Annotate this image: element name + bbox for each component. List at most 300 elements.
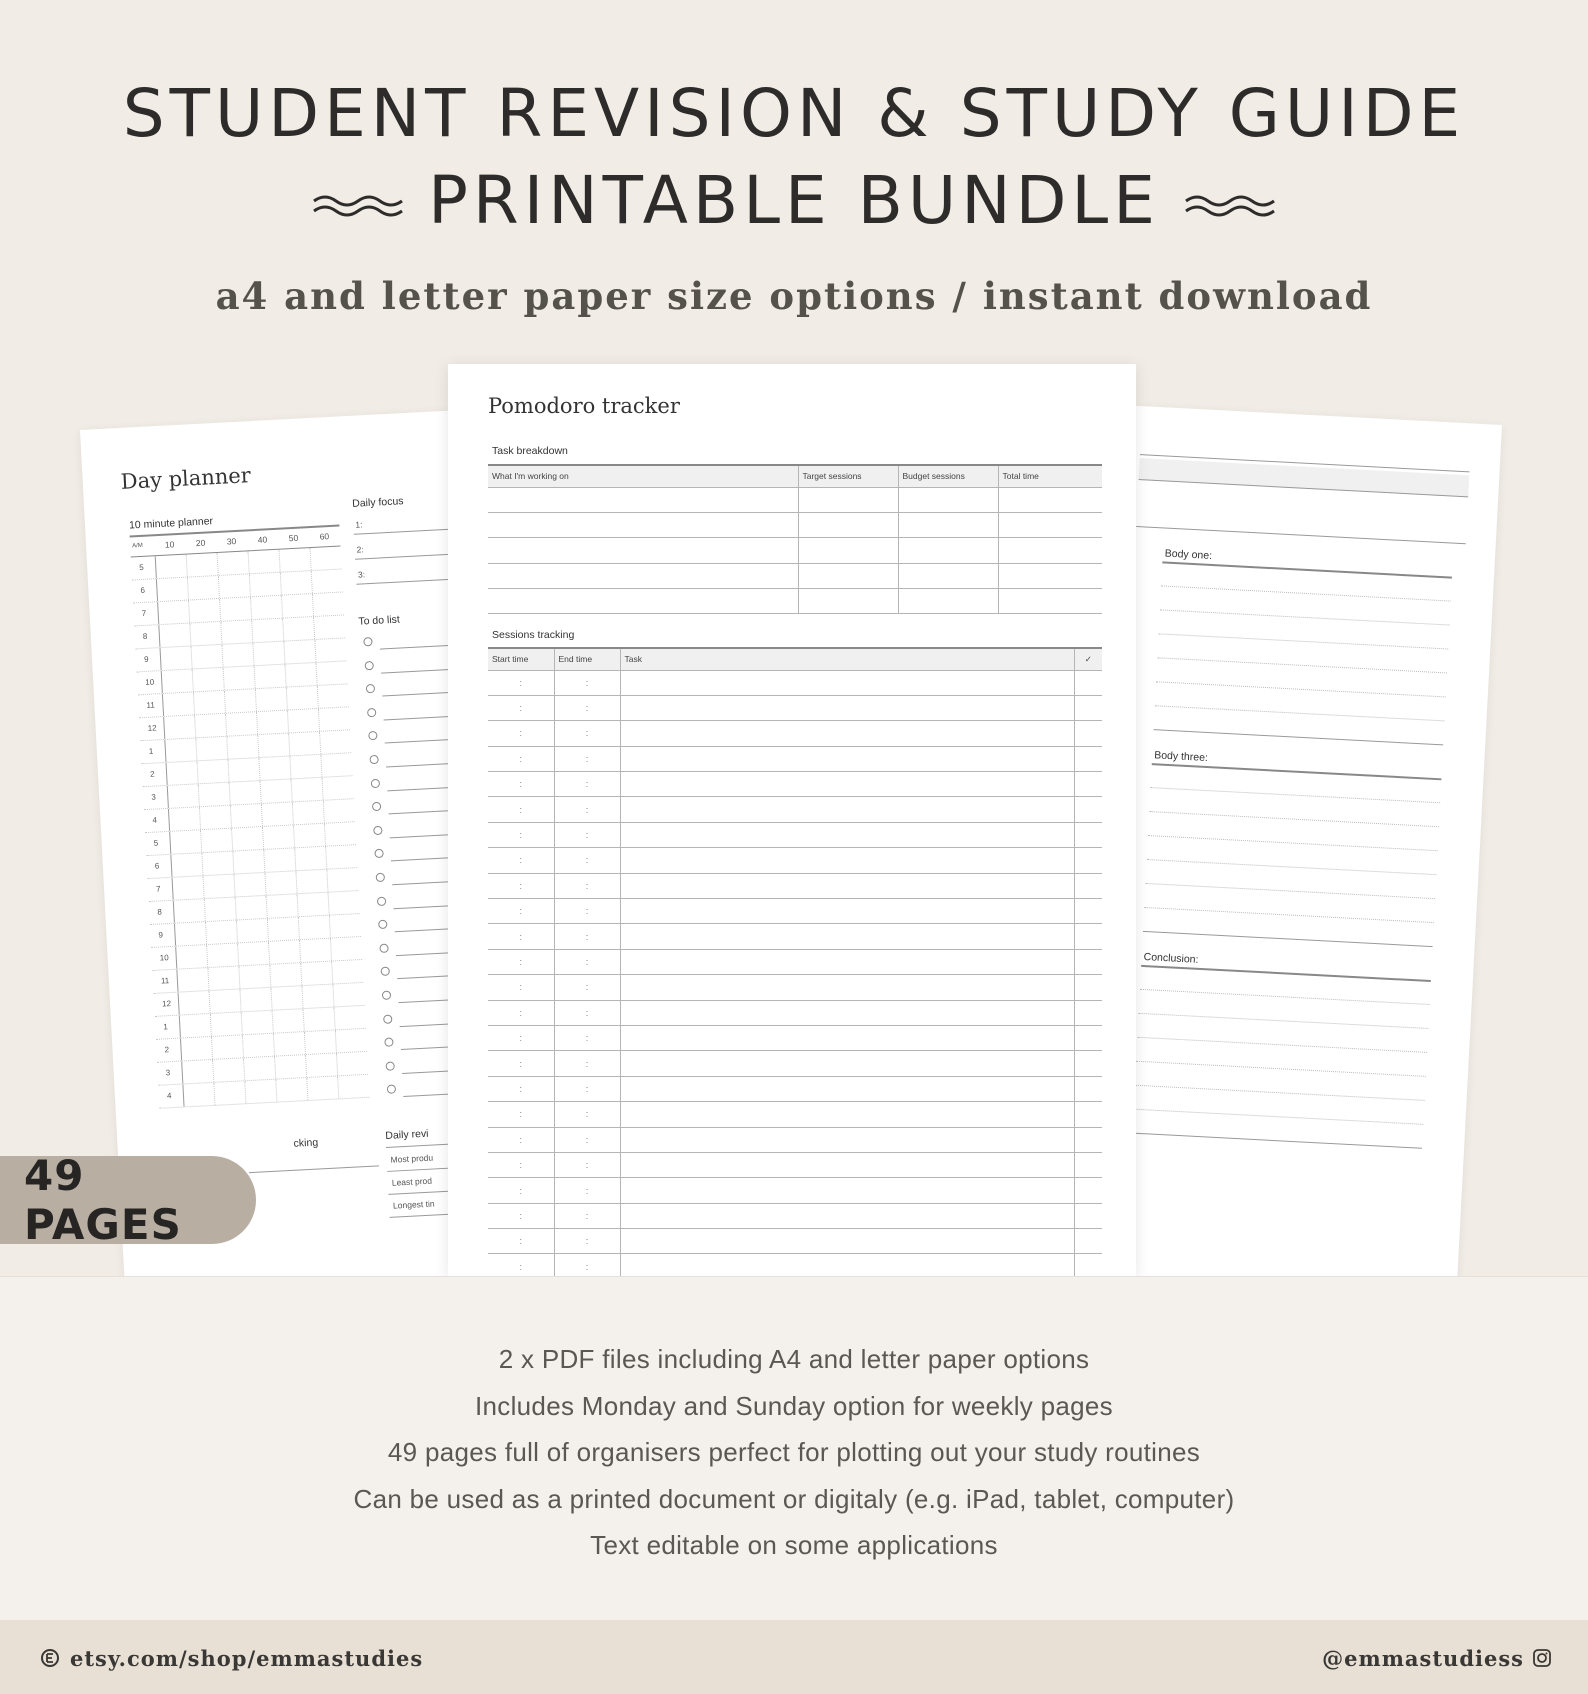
hour-cell: [210, 1012, 242, 1036]
grid-column-header: 50: [288, 532, 299, 544]
writing-line[interactable]: [1156, 681, 1446, 697]
writing-line[interactable]: [1151, 787, 1441, 803]
task-cell[interactable]: [620, 772, 1074, 797]
hour-cell: [193, 691, 225, 715]
hour-cell: [261, 802, 293, 826]
hour-label: 2: [149, 769, 155, 779]
task-table-cell[interactable]: [798, 538, 898, 563]
task-cell[interactable]: [620, 1254, 1074, 1278]
todo-checkbox[interactable]: [381, 967, 390, 976]
todo-checkbox[interactable]: [382, 991, 391, 1000]
task-cell[interactable]: [620, 1178, 1074, 1203]
todo-checkbox[interactable]: [377, 896, 386, 905]
task-table-row: [488, 538, 1102, 563]
task-table-cell[interactable]: [998, 589, 1102, 614]
done-check-cell[interactable]: [1074, 1127, 1102, 1152]
start-time-cell[interactable]: :: [488, 670, 554, 695]
hour-cell: [158, 624, 190, 648]
task-table-cell[interactable]: [998, 563, 1102, 588]
writing-line[interactable]: [1137, 1037, 1427, 1053]
hour-cell: [249, 573, 281, 597]
start-time-cell[interactable]: :: [488, 975, 554, 1000]
hour-cell: [305, 1053, 337, 1077]
todo-checkbox[interactable]: [374, 849, 383, 858]
start-time-cell[interactable]: :: [488, 695, 554, 720]
hour-cell: [220, 620, 252, 644]
writing-line[interactable]: [1159, 633, 1449, 649]
hour-cell: [270, 986, 302, 1010]
hour-cell: [319, 730, 351, 754]
hour-cell: [266, 894, 298, 918]
done-check-cell[interactable]: [1074, 670, 1102, 695]
hour-cell: [313, 615, 345, 639]
task-cell[interactable]: [620, 695, 1074, 720]
task-cell[interactable]: [620, 670, 1074, 695]
hour-cell: [285, 663, 317, 687]
end-time-cell[interactable]: :: [554, 797, 620, 822]
hour-label: 12: [147, 723, 157, 733]
end-time-cell[interactable]: :: [554, 1102, 620, 1127]
task-cell[interactable]: [620, 822, 1074, 847]
hour-cell: [167, 784, 199, 808]
task-cell[interactable]: [620, 1203, 1074, 1228]
start-time-cell[interactable]: :: [488, 1152, 554, 1177]
hour-cell: [241, 1011, 273, 1035]
done-check-cell[interactable]: [1074, 1203, 1102, 1228]
hour-cell: [157, 601, 189, 625]
session-table-row: [488, 1178, 1102, 1203]
end-time-cell[interactable]: :: [554, 873, 620, 898]
hour-cell: [250, 596, 282, 620]
task-cell[interactable]: [620, 797, 1074, 822]
body-three-label: Body three:: [1153, 749, 1209, 765]
done-check-cell[interactable]: [1074, 899, 1102, 924]
session-table-row: [488, 873, 1102, 898]
hour-cell: [332, 983, 364, 1007]
todo-checkbox[interactable]: [364, 661, 373, 670]
task-cell[interactable]: [620, 1102, 1074, 1127]
hour-cell: [164, 738, 196, 762]
done-check-cell[interactable]: [1074, 1102, 1102, 1127]
done-check-cell[interactable]: [1074, 1000, 1102, 1025]
done-check-cell[interactable]: [1074, 873, 1102, 898]
hour-cell: [195, 737, 227, 761]
hour-cell: [244, 1080, 276, 1104]
done-check-cell[interactable]: [1074, 848, 1102, 873]
todo-checkbox[interactable]: [373, 826, 382, 835]
task-cell[interactable]: [620, 1127, 1074, 1152]
task-table-cell[interactable]: [898, 538, 998, 563]
hour-cell: [201, 852, 233, 876]
writing-line[interactable]: [1160, 609, 1450, 625]
review-item-label: Least prod: [391, 1175, 433, 1188]
task-table-cell[interactable]: [898, 512, 998, 537]
grid-column-header: 30: [226, 535, 237, 547]
task-cell[interactable]: [620, 975, 1074, 1000]
sessions-tracking-table: [488, 647, 1102, 1278]
end-time-cell[interactable]: :: [554, 1000, 620, 1025]
task-table-cell[interactable]: [798, 563, 898, 588]
feature-item: Includes Monday and Sunday option for weekly pages: [475, 1391, 1113, 1421]
start-time-cell[interactable]: :: [488, 1178, 554, 1203]
hour-cell: [294, 847, 326, 871]
hour-cell: [223, 666, 255, 690]
end-time-cell[interactable]: :: [554, 1152, 620, 1177]
writing-line[interactable]: [1136, 1061, 1426, 1077]
start-time-cell[interactable]: :: [488, 746, 554, 771]
done-check-cell[interactable]: [1074, 1254, 1102, 1278]
hour-label: 7: [155, 884, 161, 894]
session-table-row: [488, 1254, 1102, 1278]
start-time-cell[interactable]: :: [488, 1076, 554, 1101]
writing-line[interactable]: [1155, 705, 1445, 721]
task-table-cell[interactable]: [798, 512, 898, 537]
hour-cell: [162, 692, 194, 716]
hour-label: 5: [153, 838, 159, 848]
hour-label: 3: [151, 792, 157, 802]
writing-line[interactable]: [1139, 1013, 1429, 1029]
todo-checkbox[interactable]: [379, 943, 388, 952]
hour-cell: [187, 576, 219, 600]
session-table-row: [488, 1025, 1102, 1050]
hour-cell: [337, 1075, 369, 1099]
hour-cell: [176, 968, 208, 992]
start-time-cell[interactable]: :: [488, 1203, 554, 1228]
todo-checkbox[interactable]: [378, 920, 387, 929]
tracking-label: cking: [293, 1136, 319, 1150]
task-cell[interactable]: [620, 1025, 1074, 1050]
body-three-lines: [1133, 406, 1502, 425]
hour-cell: [160, 647, 192, 671]
feature-item: 2 x PDF files including A4 and letter paper options: [498, 1344, 1090, 1374]
hour-cell: [280, 571, 312, 595]
session-table-row: [488, 695, 1102, 720]
todo-checkbox[interactable]: [383, 1014, 392, 1023]
end-time-cell[interactable]: :: [554, 746, 620, 771]
end-time-cell[interactable]: :: [554, 1203, 620, 1228]
writing-line[interactable]: [1145, 883, 1435, 899]
hour-label: 5: [139, 562, 144, 573]
writing-line[interactable]: [1154, 729, 1444, 745]
task-table-cell[interactable]: [898, 563, 998, 588]
todo-checkbox[interactable]: [368, 731, 377, 740]
grid-column-header: 40: [257, 534, 268, 545]
tracking-rule: [249, 1165, 379, 1173]
task-cell[interactable]: [620, 949, 1074, 974]
hour-cell: [255, 688, 287, 712]
done-check-cell[interactable]: [1074, 695, 1102, 720]
hour-cell: [311, 569, 343, 593]
start-time-cell[interactable]: :: [488, 924, 554, 949]
writing-line[interactable]: [1143, 931, 1433, 947]
hour-cell: [224, 689, 256, 713]
daily-focus-list: [80, 408, 499, 430]
task-table-cell[interactable]: [998, 538, 1102, 563]
done-check-cell[interactable]: [1074, 721, 1102, 746]
hour-cell: [334, 1006, 366, 1030]
main-title-line2: [0, 162, 1588, 239]
task-cell[interactable]: [620, 1229, 1074, 1254]
task-cell[interactable]: [620, 1152, 1074, 1177]
done-check-cell[interactable]: [1074, 949, 1102, 974]
focus-item-label: 2:: [356, 544, 364, 555]
task-table-cell[interactable]: [488, 487, 798, 512]
hour-label: 8: [157, 907, 163, 917]
task-table-row: [488, 563, 1102, 588]
task-cell[interactable]: [620, 873, 1074, 898]
start-time-cell[interactable]: :: [488, 822, 554, 847]
start-time-cell[interactable]: :: [488, 873, 554, 898]
done-check-cell[interactable]: [1074, 772, 1102, 797]
grid-column-header: 60: [319, 531, 330, 542]
task-cell[interactable]: [620, 899, 1074, 924]
session-table-row: [488, 670, 1102, 695]
hour-cell: [263, 848, 295, 872]
hour-cell: [231, 827, 263, 851]
hour-cell: [317, 684, 349, 708]
writing-line[interactable]: [1148, 835, 1438, 851]
hour-cell: [272, 1009, 304, 1033]
hour-cell: [293, 824, 325, 848]
hour-cell: [335, 1029, 367, 1053]
end-time-cell[interactable]: :: [554, 822, 620, 847]
hour-cell: [336, 1052, 368, 1076]
task-table-cell[interactable]: [488, 589, 798, 614]
hour-cell: [318, 707, 350, 731]
end-time-cell[interactable]: :: [554, 1127, 620, 1152]
end-time-cell[interactable]: :: [554, 1229, 620, 1254]
session-table-header: Task: [620, 648, 1074, 670]
hour-cell: [306, 1076, 338, 1100]
hour-cell: [236, 919, 268, 943]
hour-cell: [322, 776, 354, 800]
hour-cell: [257, 734, 289, 758]
start-time-cell[interactable]: :: [488, 949, 554, 974]
hour-cell: [254, 665, 286, 689]
start-time-cell[interactable]: :: [488, 1229, 554, 1254]
task-cell[interactable]: [620, 1051, 1074, 1076]
task-table-header: What I'm working on: [488, 465, 798, 487]
todo-checkbox[interactable]: [366, 684, 375, 693]
todo-checkbox[interactable]: [387, 1085, 396, 1094]
daily-review-list: [80, 408, 499, 430]
hour-label: 8: [142, 631, 148, 641]
task-cell[interactable]: [620, 848, 1074, 873]
hour-cell: [330, 937, 362, 961]
hour-cell: [331, 960, 363, 984]
done-check-cell[interactable]: [1074, 746, 1102, 771]
hour-cell: [175, 945, 207, 969]
hour-cell: [320, 753, 352, 777]
session-table-row: [488, 1000, 1102, 1025]
end-time-cell[interactable]: :: [554, 695, 620, 720]
session-table-row: [488, 1102, 1102, 1127]
hour-label: 11: [146, 700, 156, 710]
end-time-cell[interactable]: :: [554, 1254, 620, 1278]
session-table-header: End time: [554, 648, 620, 670]
writing-line[interactable]: [1149, 811, 1439, 827]
task-cell[interactable]: [620, 1000, 1074, 1025]
writing-line[interactable]: [1140, 989, 1430, 1005]
task-table-cell[interactable]: [488, 538, 798, 563]
task-cell[interactable]: [620, 746, 1074, 771]
done-check-cell[interactable]: [1074, 1152, 1102, 1177]
hour-cell: [304, 1030, 336, 1054]
hour-label: 10: [159, 953, 169, 963]
session-table-row: [488, 924, 1102, 949]
done-check-cell[interactable]: [1074, 1051, 1102, 1076]
end-time-cell[interactable]: :: [554, 975, 620, 1000]
todo-checkbox[interactable]: [372, 802, 381, 811]
task-cell[interactable]: [620, 924, 1074, 949]
session-table-row: [488, 1076, 1102, 1101]
hour-cell: [238, 965, 270, 989]
end-time-cell[interactable]: :: [554, 772, 620, 797]
hour-cell: [203, 875, 235, 899]
hour-cell: [312, 592, 344, 616]
hour-cell: [233, 873, 265, 897]
task-table-cell[interactable]: [898, 487, 998, 512]
instagram-handle[interactable]: @emmastudiess: [1322, 1646, 1524, 1671]
todo-checkbox[interactable]: [371, 778, 380, 787]
done-check-cell[interactable]: [1074, 822, 1102, 847]
hour-cell: [178, 991, 210, 1015]
hour-cell: [328, 891, 360, 915]
todo-checkbox[interactable]: [384, 1038, 393, 1047]
hour-cell: [217, 551, 249, 575]
end-time-cell[interactable]: :: [554, 670, 620, 695]
done-check-cell[interactable]: [1074, 1178, 1102, 1203]
hour-cell: [199, 806, 231, 830]
bottom-bar: [0, 1620, 1588, 1694]
start-time-cell[interactable]: :: [488, 1127, 554, 1152]
task-table-cell[interactable]: [998, 487, 1102, 512]
end-time-cell[interactable]: :: [554, 1025, 620, 1050]
hour-cell: [325, 845, 357, 869]
end-time-cell[interactable]: :: [554, 924, 620, 949]
task-table-row: [488, 589, 1102, 614]
subtitle: a4 and letter paper size options / instant download: [215, 274, 1373, 318]
hour-cell: [260, 779, 292, 803]
writing-line[interactable]: [1132, 1133, 1422, 1149]
done-check-cell[interactable]: [1074, 1229, 1102, 1254]
done-check-cell[interactable]: [1074, 797, 1102, 822]
hour-label: 6: [154, 861, 160, 871]
writing-line[interactable]: [1147, 859, 1437, 875]
start-time-cell[interactable]: :: [488, 1000, 554, 1025]
feature-item: Can be used as a printed document or digitaly (e.g. iPad, tablet, computer): [353, 1484, 1235, 1514]
task-breakdown-label: Task breakdown: [492, 445, 568, 457]
session-table-row: [488, 848, 1102, 873]
hour-cell: [309, 547, 341, 571]
end-time-cell[interactable]: :: [554, 1051, 620, 1076]
end-time-cell[interactable]: :: [554, 848, 620, 873]
end-time-cell[interactable]: :: [554, 949, 620, 974]
section-underline: [1152, 763, 1442, 780]
done-check-cell[interactable]: [1074, 975, 1102, 1000]
end-time-cell[interactable]: :: [554, 899, 620, 924]
hour-cell: [182, 1083, 214, 1107]
task-table-row: [488, 487, 1102, 512]
session-table-row: [488, 1051, 1102, 1076]
start-time-cell[interactable]: :: [488, 721, 554, 746]
end-time-cell[interactable]: :: [554, 1076, 620, 1101]
hour-cell: [314, 638, 346, 662]
focus-item-label: 3:: [357, 569, 366, 580]
writing-line[interactable]: [1134, 1109, 1424, 1125]
start-time-cell[interactable]: :: [488, 1102, 554, 1127]
task-table-cell[interactable]: [488, 512, 798, 537]
wave-ornament-right-icon: [1184, 193, 1276, 217]
done-check-cell[interactable]: [1074, 924, 1102, 949]
session-table-header: ✓: [1074, 648, 1102, 670]
hour-cell: [194, 714, 226, 738]
task-table-cell[interactable]: [798, 487, 898, 512]
hour-cell: [248, 550, 280, 574]
start-time-cell[interactable]: :: [488, 797, 554, 822]
hour-cell: [155, 555, 187, 579]
done-check-cell[interactable]: [1074, 1076, 1102, 1101]
hour-cell: [200, 829, 232, 853]
todo-checkbox[interactable]: [376, 873, 385, 882]
hour-cell: [213, 1081, 245, 1105]
task-table-header: Total time: [998, 465, 1102, 487]
task-cell[interactable]: [620, 721, 1074, 746]
session-table-row: [488, 1127, 1102, 1152]
done-check-cell[interactable]: [1074, 1025, 1102, 1050]
end-time-cell[interactable]: :: [554, 721, 620, 746]
writing-line[interactable]: [1157, 657, 1447, 673]
hour-label: 11: [160, 976, 170, 986]
hour-cell: [274, 1055, 306, 1079]
hour-cell: [237, 942, 269, 966]
start-time-cell[interactable]: :: [488, 772, 554, 797]
writing-line[interactable]: [1135, 1085, 1425, 1101]
start-time-cell[interactable]: :: [488, 848, 554, 873]
start-time-cell[interactable]: :: [488, 899, 554, 924]
hour-cell: [156, 578, 188, 602]
writing-line[interactable]: [1144, 907, 1434, 923]
hour-cell: [323, 799, 355, 823]
todo-checkbox[interactable]: [385, 1061, 394, 1070]
start-time-cell[interactable]: :: [488, 1051, 554, 1076]
session-table-row: [488, 772, 1102, 797]
shop-link[interactable]: etsy.com/shop/emmastudies: [70, 1646, 424, 1671]
task-table-cell[interactable]: [898, 589, 998, 614]
hour-cell: [256, 711, 288, 735]
start-time-cell[interactable]: :: [488, 1254, 554, 1278]
hour-cell: [227, 758, 259, 782]
hour-cell: [275, 1078, 307, 1102]
todo-checkbox[interactable]: [367, 708, 376, 717]
hour-cell: [282, 617, 314, 641]
start-time-cell[interactable]: :: [488, 1025, 554, 1050]
task-table-cell[interactable]: [798, 589, 898, 614]
task-table-cell[interactable]: [998, 512, 1102, 537]
end-time-cell[interactable]: :: [554, 1178, 620, 1203]
essay-planner-sheet: [1087, 406, 1502, 1294]
session-table-header-row: [488, 648, 1102, 670]
todo-checkbox[interactable]: [369, 755, 378, 764]
task-cell[interactable]: [620, 1076, 1074, 1101]
hour-cell: [161, 669, 193, 693]
hour-cell: [279, 548, 311, 572]
focus-item-label: 1:: [355, 519, 363, 530]
writing-line[interactable]: [1161, 585, 1451, 601]
task-table-cell[interactable]: [488, 563, 798, 588]
todo-checkbox[interactable]: [363, 637, 372, 646]
hour-cell: [163, 715, 195, 739]
